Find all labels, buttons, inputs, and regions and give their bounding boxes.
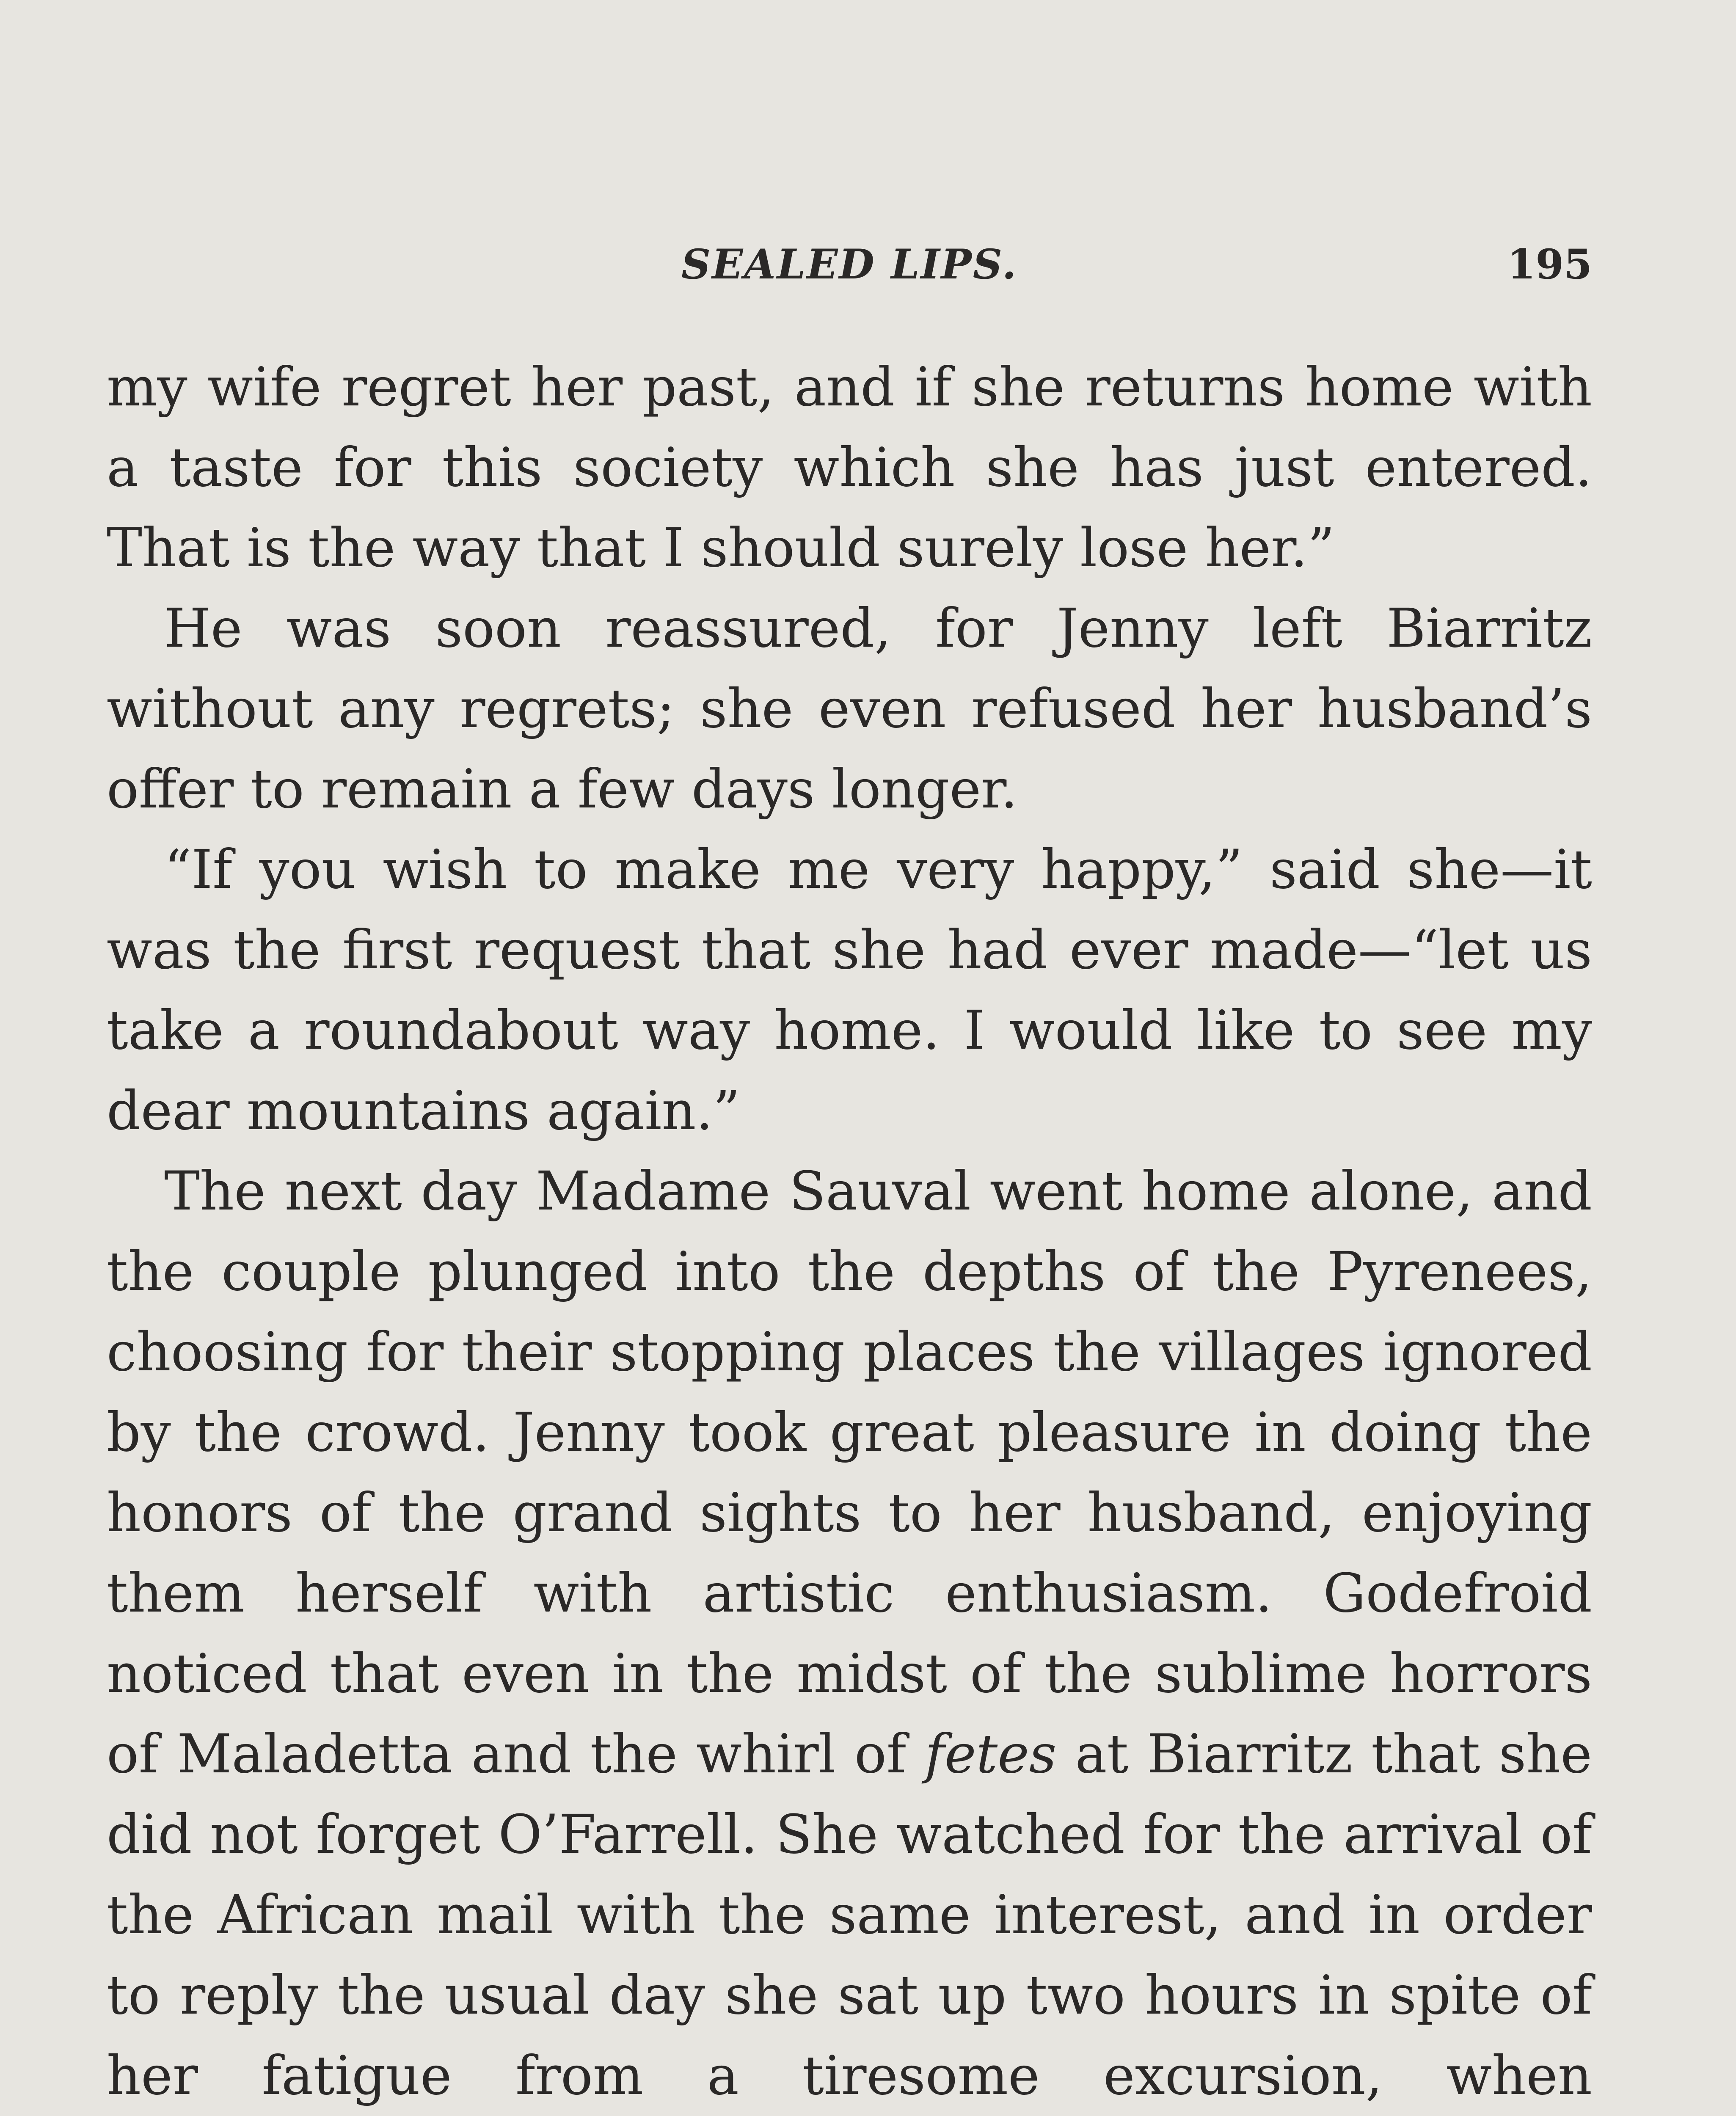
italic-text: fetes [925,1723,1057,1785]
paragraph [107,347,1592,588]
paragraph-text: “If you wish to make me very happy,” said she—it was the first request that she had ever made—“let us take a roundabout way home. I would like to see my dear mountains again.” [107,838,1592,1142]
running-title: SEALED LIPS. [681,240,1018,288]
page-number: 195 [1507,240,1592,288]
paragraph [107,1151,1592,2116]
paragraph-text: at Biarritz that she did not forget O’Farrell. She watched for the arrival of the African mail with the same interest, and in order to reply the usual day she sat up two hours in spite of her fatigue from a tiresome excursion, when [107,1723,1592,2107]
paragraph-text: He was soon reassured, for Jenny left Biarritz without any regrets; she even refused her husband’s offer to remain a few days longer. [107,597,1592,820]
page-header [107,237,1592,305]
body-text [107,347,1592,2116]
paragraph [107,829,1592,1151]
paragraph-text: my wife regret her past, and if she returns home with a taste for this society which she has just entered. That is the way that I should surely lose her.” [107,356,1592,579]
paragraph [107,588,1592,829]
paragraph-text: The next day Madame Sauval went home alone, and the couple plunged into the depths of the Pyrenees, choosing for their stopping places the villages ignored by the crowd. Jenny took great pleasure in doing the honors of the grand sights to her husband, enjoying them herself with artistic enthusiasm. Godefroid noticed that even in the midst of the sublime horrors of Maladetta and the whirl of [107,1160,1592,1785]
